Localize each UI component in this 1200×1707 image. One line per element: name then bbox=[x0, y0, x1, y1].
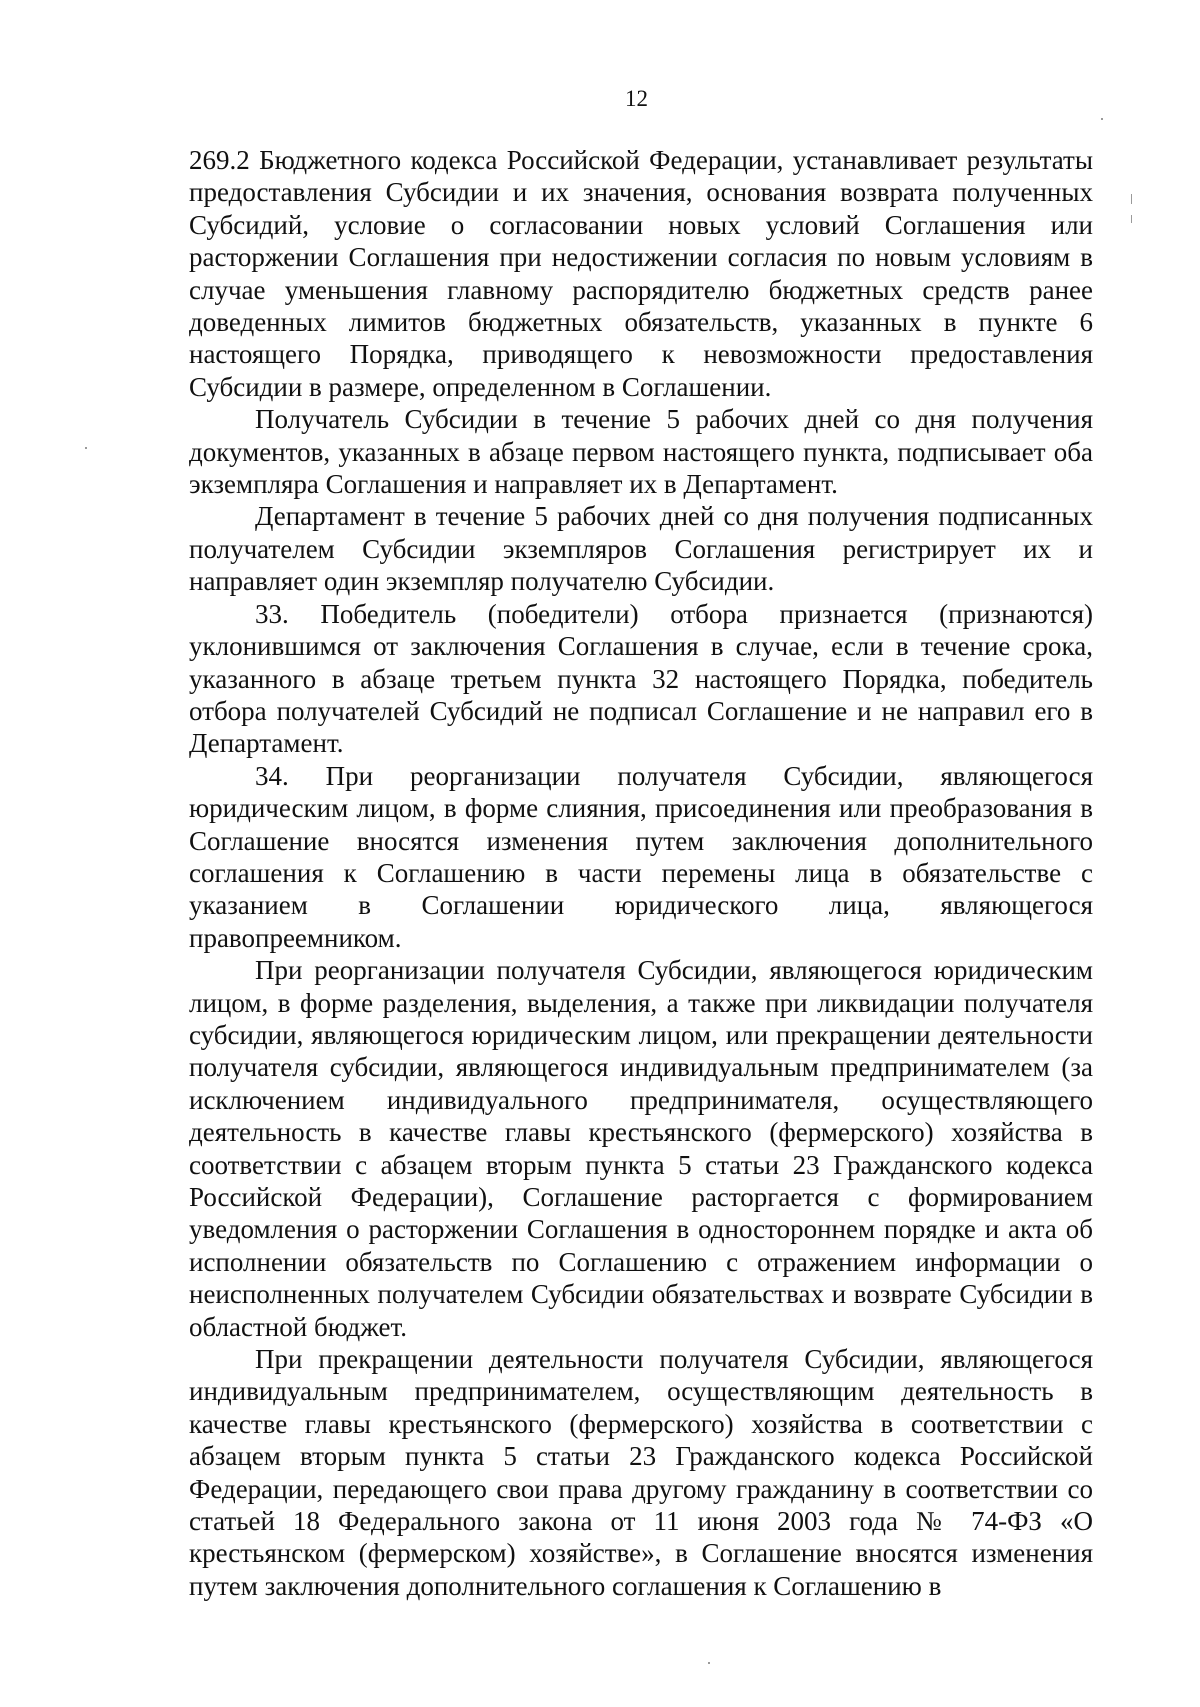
scan-mark bbox=[1101, 118, 1103, 120]
scan-mark bbox=[708, 1662, 710, 1664]
paragraph-item-33: 33. Победитель (победители) отбора признается (признаются) уклонившимся от заключения Соглашения в случае, если в течение срока, указанного в абзаце третьем пункта 32 настоящего Порядка, победитель отбора получателей Субсидий не подписал Соглашение и не направил его в Департамент. bbox=[189, 598, 1093, 759]
scan-mark bbox=[85, 447, 87, 449]
paragraph-department-registers: Департамент в течение 5 рабочих дней со дня получения подписанных получателем Субсидии экземпляров Соглашения регистрирует их и направляет один экземпляр получателю Субсидии. bbox=[189, 501, 1093, 597]
paragraph-recipient-signs: Получатель Субсидии в течение 5 рабочих дней со дня получения документов, указанных в абзаце первом настоящего пункта, подписывает оба экземпляра Соглашения и направляет их в Департамент. bbox=[189, 404, 1093, 500]
page-number: 12 bbox=[625, 86, 648, 111]
paragraph-reorganization-termination: При реорганизации получателя Субсидии, являющегося юридическим лицом, в форме разделения, выделения, а также при ликвидации получателя субсидии, являющегося юридическим лицом, или прекращении деятельности получателя субсидии, являющегося индивидуальным предпринимателем (за исключением индивидуального предпринимателя, осуществляющего деятельность в качестве главы крестьянского (фермерского) хозяйства в соответствии с абзацем вторым пункта 5 статьи 23 Гражданского кодекса Российской Федерации), Соглашение расторгается с формированием уведомления о расторжении Соглашения в одностороннем порядке и акта об исполнении обязательств по Соглашению с отражением информации о неисполненных получателем Субсидии обязательствах и возврате Субсидии в областной бюджет. bbox=[189, 955, 1093, 1342]
scan-mark bbox=[1131, 215, 1132, 223]
paragraph-farm-head-termination: При прекращении деятельности получателя Субсидии, являющегося индивидуальным предпринимателем, осуществляющим деятельность в качестве главы крестьянского (фермерского) хозяйства в соответствии с абзацем вторым пункта 5 статьи 23 Гражданского кодекса Российской Федерации, передающего свои права другому гражданину в соответствии со статьей 18 Федерального закона от 11 июня 2003 года № 74-ФЗ «О крестьянском (фермерском) хозяйстве», в Соглашение вносятся изменения путем заключения дополнительного соглашения к Соглашению в bbox=[189, 1344, 1093, 1601]
document-body bbox=[189, 144, 1093, 1602]
paragraph-continuation: 269.2 Бюджетного кодекса Российской Федерации, устанавливает результаты предоставления Субсидии и их значения, основания возврата полученных Субсидий, условие о согласовании новых условий Соглашения или расторжении Соглашения при недостижении согласия по новым условиям в случае уменьшения главному распорядителю бюджетных средств ранее доведенных лимитов бюджетных обязательств, указанных в пункте 6 настоящего Порядка, приводящего к невозможности предоставления Субсидии в размере, определенном в Соглашении. bbox=[189, 145, 1093, 402]
scan-mark bbox=[1131, 194, 1132, 204]
paragraph-item-34: 34. При реорганизации получателя Субсидии, являющегося юридическим лицом, в форме слияния, присоединения или преобразования в Соглашение вносятся изменения путем заключения дополнительного соглашения к Соглашению в части перемены лица в обязательстве с указанием в Соглашении юридического лица, являющегося правопреемником. bbox=[189, 760, 1093, 953]
